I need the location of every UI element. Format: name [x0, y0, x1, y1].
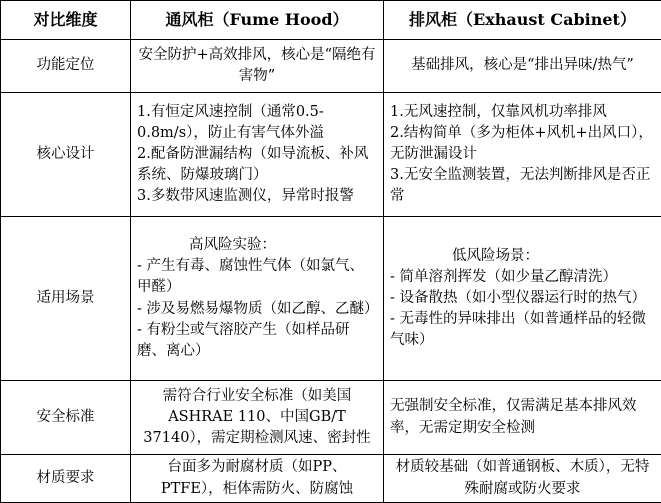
- exhaust-scenarios: 低风险场景： - 简单溶剂挥发（如少量乙醇清洗） - 设备散热（如小型仪器运行时的热气） - 无毒性的异味排出（如普通样品的轻微气味）: [384, 217, 661, 381]
- table-row: [1, 455, 661, 503]
- fume-material: 台面多为耐腐材质（如PP、PTFE），柜体需防火、防腐蚀: [131, 455, 384, 503]
- dimension-label: 适用场景: [1, 217, 131, 381]
- table-row: [1, 40, 661, 93]
- fume-scenarios: 高风险实验： - 产生有毒、腐蚀性气体（如氯气、甲醛） - 涉及易燃易爆物质（如乙醇、乙醚） - 有粉尘或气溶胶产生（如样品研磨、离心）: [131, 217, 384, 381]
- header-row: [1, 1, 661, 40]
- exhaust-function: 基础排风，核心是“排出异味/热气”: [384, 40, 661, 93]
- table-row: [1, 381, 661, 455]
- dimension-label: 材质要求: [1, 455, 131, 503]
- fume-design: 1.有恒定风速控制（通常0.5-0.8m/s），防止有害气体外溢 2.配备防泄漏结构（如导流板、补风系统、防爆玻璃门） 3.多数带风速监测仪，异常时报警: [131, 93, 384, 217]
- header-fume-hood: 通风柜（Fume Hood）: [131, 1, 384, 40]
- fume-standard: 需符合行业安全标准（如美国ASHRAE 110、中国GB/T 37140），需定期检测风速、密封性: [131, 381, 384, 455]
- exhaust-standard: 无强制安全标准，仅需满足基本排风效率，无需定期安全检测: [384, 381, 661, 455]
- table-row: [1, 93, 661, 217]
- dimension-label: 安全标准: [1, 381, 131, 455]
- exhaust-design: 1.无风速控制，仅靠风机功率排风 2.结构简单（多为柜体+风机+出风口），无防泄漏设计 3.无安全监测装置，无法判断排风是否正常: [384, 93, 661, 217]
- header-dimension: 对比维度: [1, 1, 131, 40]
- exhaust-material: 材质较基础（如普通钢板、木质），无特殊耐腐或防火要求: [384, 455, 661, 503]
- dimension-label: 核心设计: [1, 93, 131, 217]
- header-exhaust-cabinet: 排风柜（Exhaust Cabinet）: [384, 1, 661, 40]
- dimension-label: 功能定位: [1, 40, 131, 93]
- fume-function: 安全防护+高效排风，核心是“隔绝有害物”: [131, 40, 384, 93]
- table-row: [1, 217, 661, 381]
